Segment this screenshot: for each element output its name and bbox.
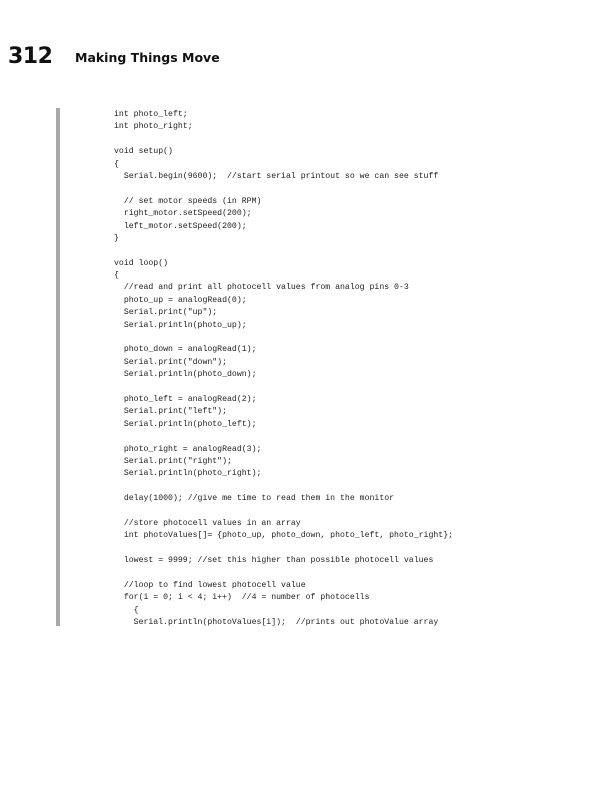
code-listing — [114, 109, 584, 629]
code-line: //store photocell values in an array — [114, 518, 301, 528]
code-line — [114, 245, 584, 257]
page-number: 312 — [8, 44, 53, 69]
code-line: Serial.println(photo_right); — [114, 469, 262, 479]
code-line: // set motor speeds (in RPM) — [114, 196, 262, 206]
code-line: lowest = 9999; //set this higher than possible photocell values — [114, 556, 434, 566]
code-line: { — [114, 159, 119, 169]
code-line: void loop() — [114, 258, 169, 268]
code-line: right_motor.setSpeed(200); — [114, 209, 252, 219]
code-line — [114, 382, 584, 394]
code-line: Serial.begin(9600); //start serial printout so we can see stuff — [114, 171, 439, 181]
code-line: photo_down = analogRead(1); — [114, 345, 257, 355]
code-line: Serial.println(photoValues[i]); //prints out photoValue array — [114, 618, 439, 628]
code-line: //loop to find lowest photocell value — [114, 580, 306, 590]
code-line: for(i = 0; i < 4; i++) //4 = number of photocells — [114, 593, 370, 603]
code-line — [114, 506, 584, 518]
code-line: Serial.print("left"); — [114, 407, 228, 417]
code-line: } — [114, 233, 119, 243]
code-line: Serial.println(photo_down); — [114, 370, 257, 380]
code-line: left_motor.setSpeed(200); — [114, 221, 247, 231]
code-line: photo_up = analogRead(0); — [114, 295, 247, 305]
code-line — [114, 543, 584, 555]
code-line: photo_right = analogRead(3); — [114, 444, 262, 454]
code-line: int photo_right; — [114, 122, 193, 132]
code-line: int photoValues[]= {photo_up, photo_down, photo_left, photo_right}; — [114, 531, 454, 541]
code-line — [114, 134, 584, 146]
code-line — [114, 481, 584, 493]
code-line: void setup() — [114, 147, 173, 157]
running-head: Making Things Move — [75, 50, 220, 65]
code-line: Serial.println(photo_up); — [114, 320, 247, 330]
code-line: Serial.println(photo_left); — [114, 419, 257, 429]
code-line — [114, 567, 584, 579]
code-line: Serial.print("down"); — [114, 357, 228, 367]
code-line: delay(1000); //give me time to read them in the monitor — [114, 494, 395, 504]
code-line: { — [114, 271, 119, 281]
code-line — [114, 431, 584, 443]
code-line: Serial.print("right"); — [114, 456, 232, 466]
code-line: Serial.print("up"); — [114, 308, 218, 318]
code-line: int photo_left; — [114, 110, 188, 119]
code-line: { — [114, 605, 139, 615]
code-line — [114, 332, 584, 344]
code-line: photo_left = analogRead(2); — [114, 394, 257, 404]
code-line: //read and print all photocell values from analog pins 0-3 — [114, 283, 409, 293]
code-line — [114, 183, 584, 195]
code-margin-bar — [56, 108, 60, 626]
